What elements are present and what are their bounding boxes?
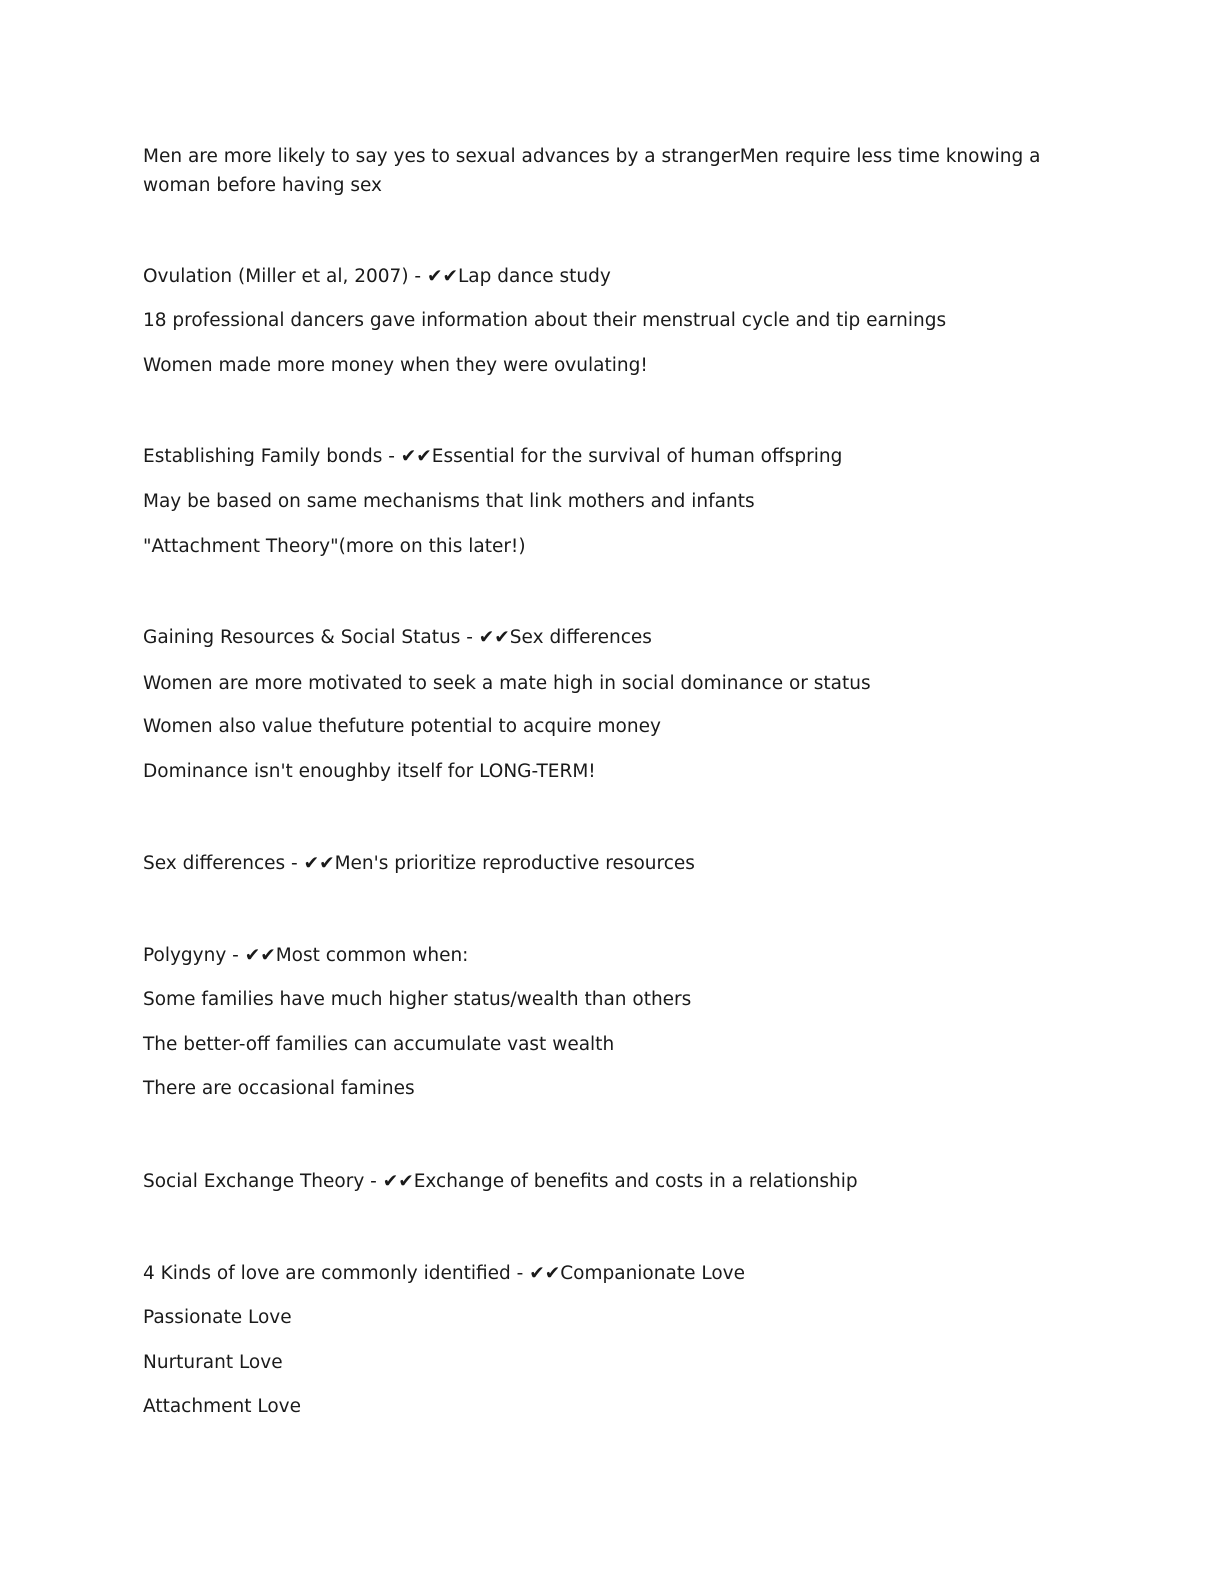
term-social-exchange: Social Exchange Theory - ✔✔Exchange of benefits and costs in a relationship bbox=[143, 1171, 858, 1192]
line-nurturant-love: Nurturant Love bbox=[143, 1352, 283, 1373]
line-attachment-theory: "Attachment Theory"(more on this later!) bbox=[143, 536, 526, 557]
line-future-potential: Women also value thefuture potential to acquire money bbox=[143, 716, 661, 737]
line-dancers-info: 18 professional dancers gave information about their menstrual cycle and tip earnings bbox=[143, 310, 947, 331]
line-women-money: Women made more money when they were ovulating! bbox=[143, 355, 648, 376]
line-families-status: Some families have much higher status/wealth than others bbox=[143, 989, 692, 1010]
term-ovulation: Ovulation (Miller et al, 2007) - ✔✔Lap dance study bbox=[143, 266, 611, 287]
term-family-bonds: Establishing Family bonds - ✔✔Essential for the survival of human offspring bbox=[143, 446, 843, 467]
term-sex-differences: Sex differences - ✔✔Men's prioritize reproductive resources bbox=[143, 853, 695, 874]
term-polygyny: Polygyny - ✔✔Most common when: bbox=[143, 945, 469, 966]
line-dominance: Dominance isn't enoughby itself for LONG-TERM! bbox=[143, 761, 596, 782]
line-women-motivated: Women are more motivated to seek a mate high in social dominance or status bbox=[143, 673, 871, 694]
line-attachment-love: Attachment Love bbox=[143, 1396, 301, 1417]
line-famines: There are occasional famines bbox=[143, 1078, 415, 1099]
term-resources-status: Gaining Resources & Social Status - ✔✔Sex differences bbox=[143, 627, 652, 648]
line-better-off-families: The better-off families can accumulate vast wealth bbox=[143, 1034, 615, 1055]
paragraph-men-sexual-advances: Men are more likely to say yes to sexual advances by a strangerMen require less time knowing a woman before having sex bbox=[143, 146, 1041, 196]
line-passionate-love: Passionate Love bbox=[143, 1307, 292, 1328]
term-kinds-of-love: 4 Kinds of love are commonly identified - ✔✔Companionate Love bbox=[143, 1263, 745, 1284]
line-mechanisms: May be based on same mechanisms that link mothers and infants bbox=[143, 491, 755, 512]
